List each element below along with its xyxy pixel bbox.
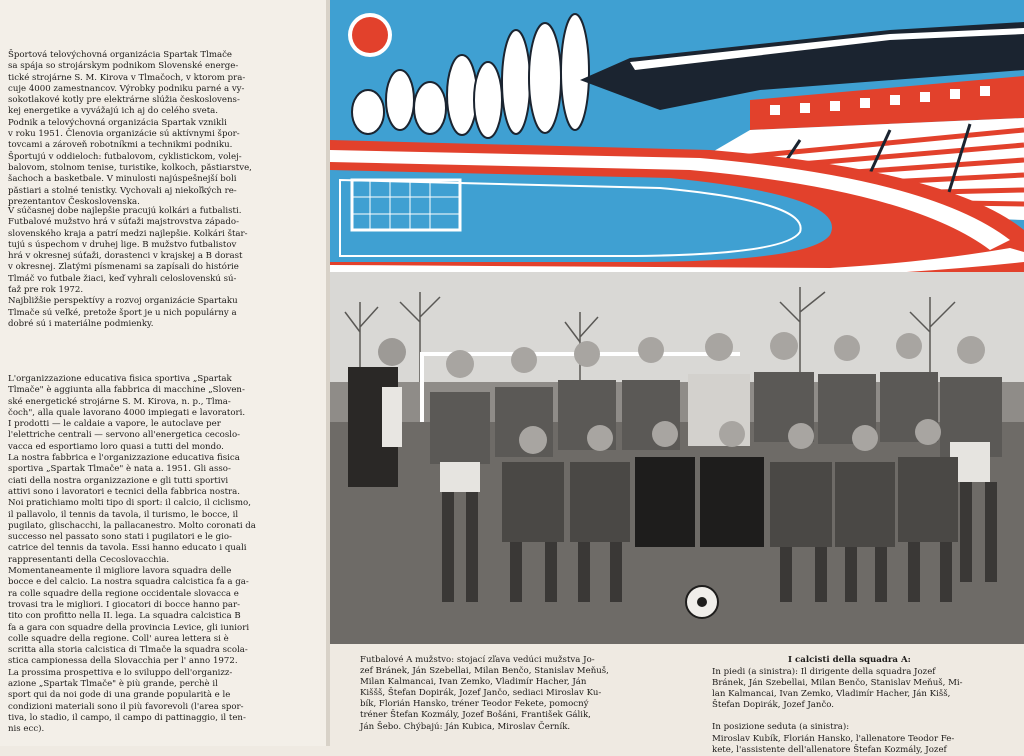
stadium-illustration-svg: [330, 0, 1024, 272]
caption-italian: In piedi (a sinistra): Il dirigente della squadra Jozef Bránek, Ján Szebellai, Milan Benčo, Stanislav Meňuš, Mi- lan Kalmancai, Ivan Zemko, Vladimír Hacher, Ján Kišš, Štefan Dopirák, Jozef Jančo. In posizione seduta (a sinistra): Miroslav Kubík, Florián Hansko, l'allenatore Teodor Fe- kete, l'assistente dell'allenatore Štefan Kozmály, Jozef: [712, 667, 963, 755]
left-text-column: [0, 0, 326, 746]
caption-italian-title: I calcisti della squadra A:: [788, 655, 911, 665]
team-photo-svg: [330, 272, 1024, 644]
slovak-paragraph-1: Športová telovýchovná organizácia Spartak Tlmače sa spája so strojárskym podnikom Slovenské energe- tické strojárne S. M. Kirova v Tlmačoch, v ktorom pra- cuje 4000 zamestnancov. Výrobky podniku parné a vy- sokotlakové kotly pre elektrárne slúžia českoslovens- kej energetike a vyvážajú ich aj do celého sveta. Podnik a telovýchovná organizácia Spartak vznikli v roku 1951. Členovia organizácie sú aktívnymi špor- tovcami a zároveň robotníkmi a technikmi podniku. Športujú v oddieloch: futbalovom, cyklistickom, volej- balovom, stolnom tenise, turistike, kolkoch, păstiarstve, šachoch a basketbale. V minulosti najúspešnejší boli păstiari a stolné tenistky. Vychovali aj niekoľkých re- prezentantov Československa.: [8, 50, 252, 207]
caption-slovak: Futbalové A mužstvo: stojací zľava vedúci mužstva Jo- zef Bránek, Ján Szebellai, Milan Benčo, Stanislav Meňuš, Milan Kalmancai, Ivan Zemko, Vladimír Hacher, Ján Kiššš, Štefan Dopirák, Jozef Jančo, sediaci Miroslav Ku- bík, Florián Hansko, tréner Teodor Fekete, pomocný tréner Štefan Kozmály, Jozef Bošáni, František Gálik, Ján Šebo. Chýbajú: Ján Kubica, Miroslav Černík.: [360, 655, 609, 732]
stadium-illustration: [330, 0, 1024, 272]
team-photo: [330, 272, 1024, 644]
slovak-paragraph-2: V súčasnej dobe najlepšie pracujú kolkári a futbalisti. Futbalové mužstvo hrá v súťaži majstrovstva západo- slovenského kraja a patrí medzi najlepšie. Kolkári štar- tujú s úspechom v druhej lige. B mužstvo futbalistov hrá v okresnej súťaži, dorastenci v krajskej a B dorast v okresnej. Zlatými písmenami sa zapísali do histórie Tlmáč vo futbale žiaci, keď vyhrali celoslovenskú sú- ťaž pre rok 1972. Najbližšie perspektívy a rozvoj organizácie Spartaku Tlmače sú veľké, pretože šport je u nich populárny a dobré sú i materiálne podmienky.: [8, 206, 248, 329]
italian-paragraph: L'organizzazione educativa fisica sportiva „Spartak Tlmače" è aggiunta alla fabbrica di macchine „Sloven- ské energetické strojárne S. M. Kirova, n. p., Tlma- čoch", alla quale lavorano 4000 impiegati e lavoratori. I prodotti — le caldaie a vapore, le autoclave per l'elettriche centrali — servono all'energetica cecoslo- vacca ed esportiamo loro quasi a tutti del mondo. La nostra fabbrica e l'organizzazione educativa fisica sportiva „Spartak Tlmače" è nata a. 1951. Gli asso- ciati della nostra organizzazione e gli tutti sportivi attivi sono i lavoratori e tecnici della fabbrica nostra. Noi pratichiamo molti tipo di sport: il calcio, il ciclismo, il pallavolo, il tennis da tavola, il turismo, le bocce, il pugilato, glischacchi, la pallacanestro. Molto coronati da successo nel passato sono stati i pugilatori e le gio- catrice del tennis da tavola. Essi hanno educato i quali rappresentanti della Cecoslovacchia. Momentaneamente il migliore lavora squadra delle bocce e del calcio. La nostra squadra calcistica fa a ga- ra colle squadre della regione occidentale slovacca e trovasi tra le migliori. I giocatori di bocce hanno par- tito con profitto nella II. lega. La squadra calcistica B fa a gara con squadre della provincia Levice, gli iuniori colle squadre della regione. Coll' aurea lettera si è scritta alla storia calcistica di Tlmače la squadra scola- stica campionessa della Slovacchia per l' anno 1972. La prossima prospettiva e lo sviluppo dell'organizz- azione „Spartak Tlmače" è più grande, perchè il sport qui da noi gode di una grande popularità e le condizioni materiali sono il più favorevoli (l'area spor- tiva, lo stadio, il campo, il campo di pattinaggio, il ten- nis ecc).: [8, 374, 256, 735]
